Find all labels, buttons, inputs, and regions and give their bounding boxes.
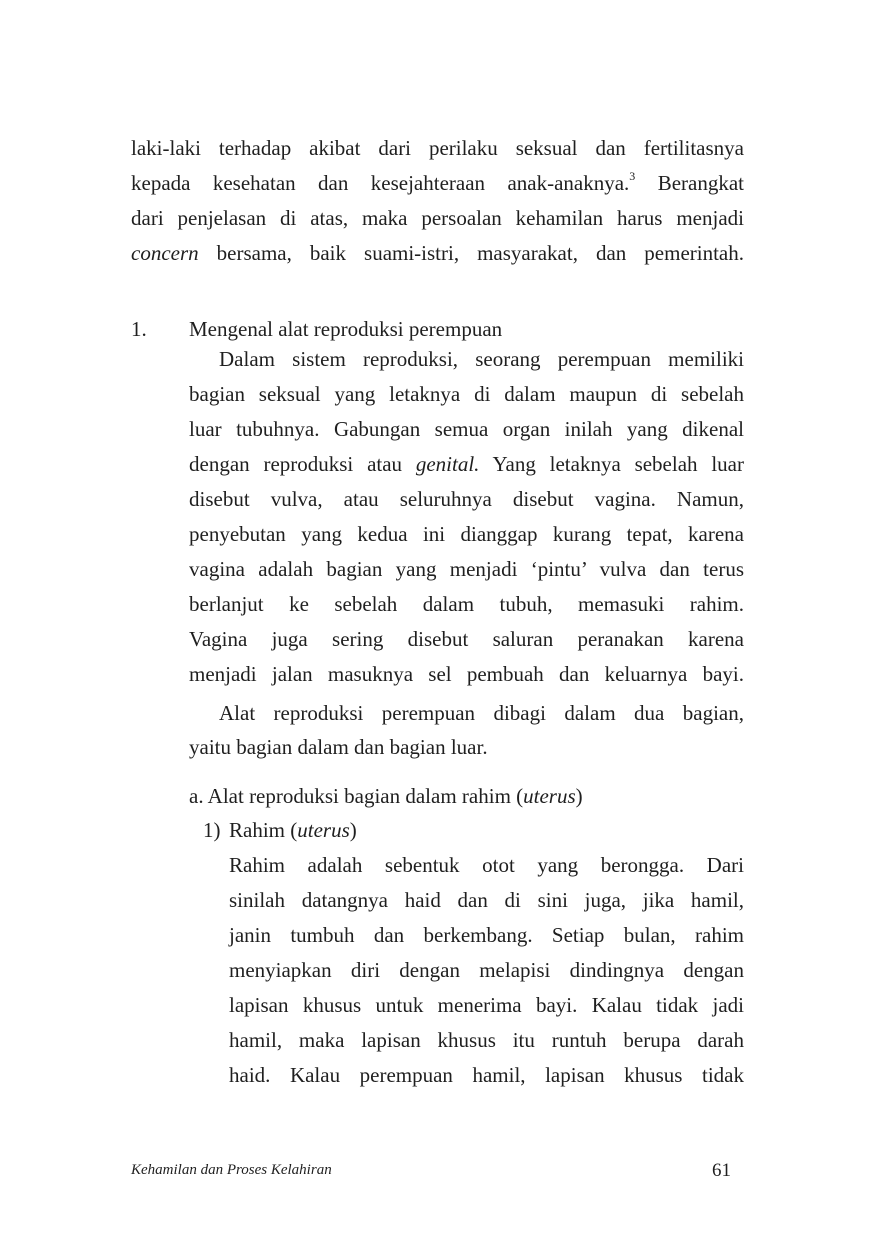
text-run: bersama, baik suami-istri, masyarakat, dan pemerintah. [198,241,744,265]
text-run: Mengenal alat reproduksi perempuan [189,317,503,341]
text-run: dengan reproduksi atau [189,452,416,476]
text-line [189,626,744,652]
text-line [219,700,744,726]
text-line [189,486,744,512]
text-run: Yang letaknya sebelah luar [479,452,744,476]
text-run: hamil, maka lapisan khusus itu runtuh berupa darah [229,1028,744,1052]
text-line [189,521,744,547]
running-footer-title: Kehamilan dan Proses Kelahiran [131,1162,332,1178]
text-run: lapisan khusus untuk menerima bayi. Kalau tidak jadi [229,993,744,1017]
text-run: Alat reproduksi perempuan dibagi dalam dua bagian, [219,701,744,725]
text-run: penyebutan yang kedua ini dianggap kurang tepat, karena [189,522,744,546]
text-line [229,817,744,843]
text-line [219,346,744,372]
text-line [229,1027,744,1053]
text-run: menyiapkan diri dengan melapisi dindingnya dengan [229,958,744,982]
text-run: Rahim ( [229,818,298,842]
text-line [189,783,744,809]
text-line [131,170,744,196]
text-run: yaitu bagian dalam dan bagian luar. [189,735,488,759]
text-line [229,887,744,913]
text-run: vagina adalah bagian yang menjadi ‘pintu’ vulva dan terus [189,557,744,581]
text-line [189,591,744,617]
text-run: janin tumbuh dan berkembang. Setiap bulan, rahim [229,923,744,947]
text-run: Berangkat [635,171,744,195]
text-run: menjadi jalan masuknya sel pembuah dan keluarnya bayi. [189,662,744,686]
text-line [229,852,744,878]
text-line [229,957,744,983]
text-run: haid. Kalau perempuan hamil, lapisan khusus tidak [229,1063,744,1087]
text-run: ) [349,818,357,842]
text-line [189,451,744,477]
text-run: kepada kesehatan dan kesejahteraan anak-anaknya. [131,171,630,195]
text-run: dari penjelasan di atas, maka persoalan kehamilan harus menjadi [131,206,744,230]
footnote-ref: 3 [629,169,636,183]
text-run: Vagina juga sering disebut saluran peranakan karena [189,627,744,651]
sub-number: 1) [203,818,221,842]
text-line [131,240,744,266]
text-line [131,135,744,161]
text-run: laki-laki terhadap akibat dari perilaku seksual dan fertilitasnya [131,136,744,160]
section-number: 1. [131,317,147,341]
text-run: sinilah datangnya haid dan di sini juga, jika hamil, [229,888,744,912]
italic-term: uterus [523,784,576,808]
text-run: Rahim adalah sebentuk otot yang berongga. Dari [229,853,744,877]
text-line [229,1062,744,1088]
text-run: berlanjut ke sebelah dalam tubuh, memasuki rahim. [189,592,744,616]
text-line [229,922,744,948]
text-line [189,661,744,687]
text-run: luar tubuhnya. Gabungan semua organ inilah yang dikenal [189,417,744,441]
italic-term: uterus [297,818,350,842]
text-line [189,734,744,760]
text-line [189,416,744,442]
text-run: Dalam sistem reproduksi, seorang perempuan memiliki [219,347,744,371]
text-line [229,992,744,1018]
text-run: disebut vulva, atau seluruhnya disebut vagina. Namun, [189,487,744,511]
text-run: bagian seksual yang letaknya di dalam maupun di sebelah [189,382,744,406]
page-number: 61 [712,1160,731,1181]
text-line [189,316,744,342]
text-line [189,381,744,407]
text-line [189,556,744,582]
text-line [131,205,744,231]
text-run: ) [575,784,583,808]
italic-term: genital. [415,452,480,476]
text-run: a. Alat reproduksi bagian dalam rahim ( [189,784,524,808]
italic-term: concern [131,241,199,265]
